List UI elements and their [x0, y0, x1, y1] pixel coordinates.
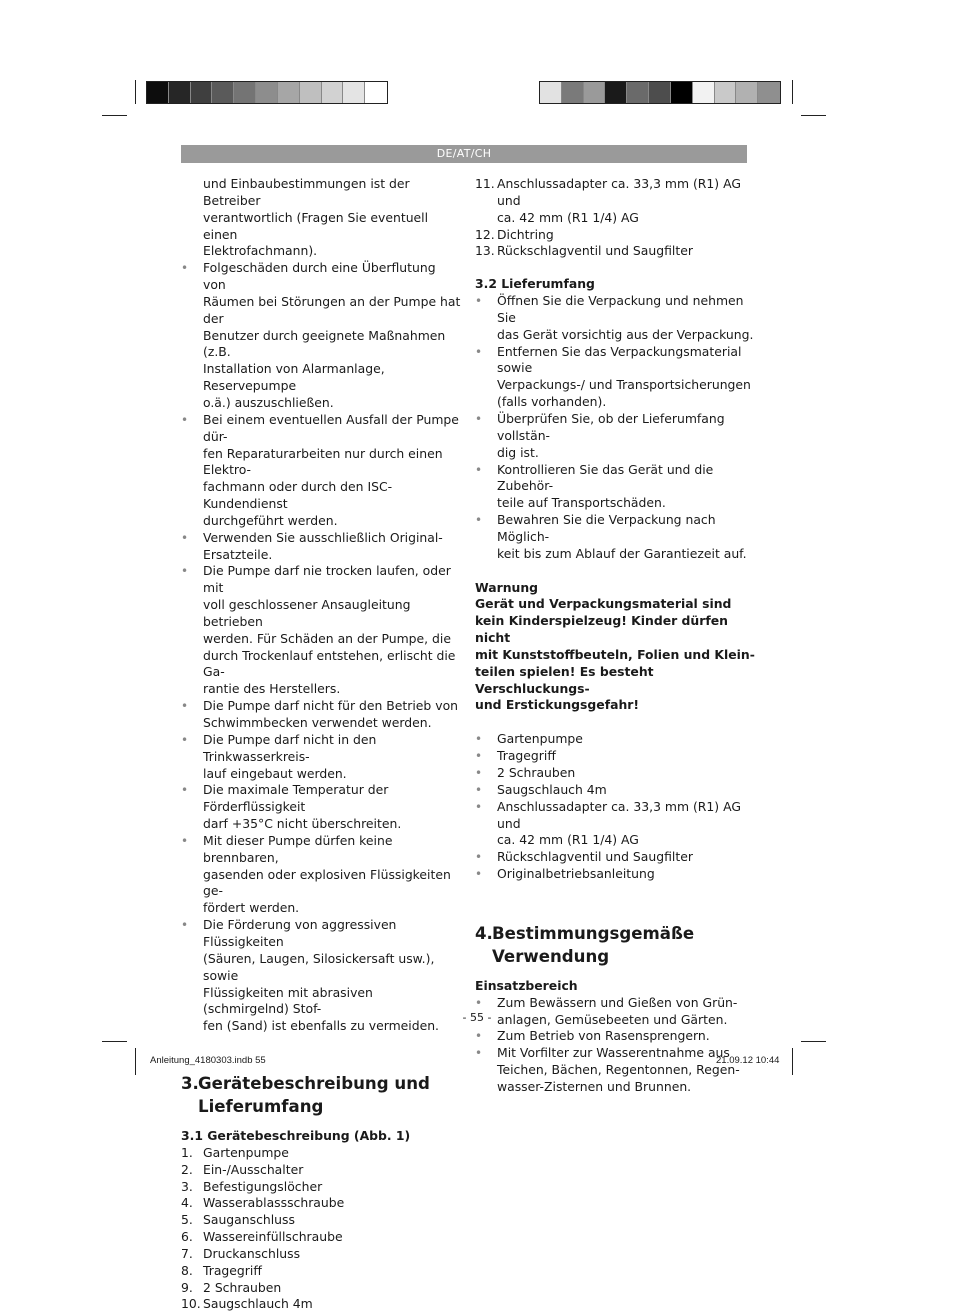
color-swatch [715, 82, 737, 103]
text-line: durchgeführt werden. [203, 512, 338, 528]
text-line: • Mit Vorfilter zur Wasserentnahme aus [497, 1045, 730, 1061]
text-line: Teichen, Bächen, Regentonnen, Regen- [497, 1062, 740, 1078]
text-line: • Originalbetriebsanleitung [497, 866, 655, 882]
list-item [475, 243, 755, 260]
text-line: • Zum Betrieb von Rasensprengern. [497, 1028, 710, 1044]
color-swatch [147, 82, 169, 103]
text-line: Ersatzteile. [203, 546, 273, 562]
item-text [497, 176, 755, 227]
text-line: (falls vorhanden). [497, 394, 607, 410]
color-bar-left [146, 81, 388, 104]
text-line: Benutzer durch geeignete Maßnahmen (z.B. [203, 327, 446, 360]
text-line: dig ist. [497, 444, 539, 460]
item-text: Gartenpumpe [203, 1144, 289, 1160]
text-line: verantwortlich (Fragen Sie eventuell einen [203, 209, 429, 242]
text-line: und Einbaubestimmungen ist der Betreiber [203, 176, 410, 208]
crop-mark [792, 1048, 793, 1075]
bullet-item [181, 412, 461, 530]
text-line: wasser-Zisternen und Brunnen. [497, 1078, 692, 1094]
text-line: • Mit dieser Pumpe dürfen keine brennbaren, [203, 832, 393, 865]
list-item [181, 1246, 461, 1263]
item-number: 13. [475, 243, 495, 259]
item-number: 11. [475, 176, 495, 191]
item-text [497, 227, 554, 244]
color-swatch [300, 82, 322, 103]
text-line: • Folgeschäden durch eine Überflutung von [203, 260, 436, 293]
crop-mark [801, 1041, 826, 1042]
text-line: • Tragegriff [497, 748, 556, 764]
list-item [181, 1280, 461, 1297]
text-line: Gerät und Verpackungsmaterial sind [475, 596, 732, 612]
left-column [181, 176, 461, 1313]
text-line: fördert werden. [203, 900, 300, 916]
text-line: keit bis zum Ablauf der Garantiezeit auf. [497, 545, 747, 561]
item-number: 10. [181, 1296, 201, 1312]
text-line: gasenden oder explosiven Flüssigkeiten ge- [203, 866, 451, 899]
list-item [181, 1179, 461, 1196]
text-line: (Säuren, Laugen, Silosickersaft usw.), sowie [203, 950, 435, 983]
text-line: Rückschlagventil und Saugfilter [497, 243, 693, 259]
item-text: Befestigungslöcher [203, 1178, 323, 1194]
einsatzbereich-heading: Einsatzbereich [475, 977, 578, 993]
list-item [181, 1195, 461, 1212]
bullet-item [181, 833, 461, 917]
bullet-item [475, 849, 755, 866]
text-line: fen Reparaturarbeiten nur durch einen Elektro- [203, 445, 443, 478]
color-swatch [671, 82, 693, 103]
bullet-item [181, 782, 461, 833]
item-text: Wasserablassschraube [203, 1195, 345, 1211]
text-line: • Die Pumpe darf nicht in den Trinkwasserkreis- [203, 731, 377, 764]
list-item [181, 1229, 461, 1246]
color-swatch [562, 82, 584, 103]
bullet-item [475, 512, 755, 563]
footer-date: 21.09.12 10:44 [716, 1055, 780, 1066]
text-line: rantie des Herstellers. [203, 681, 341, 697]
section-3-heading: 3.Gerätebeschreibung und Lieferumfang [181, 1074, 430, 1117]
list-item [475, 227, 755, 244]
item-number: 6. [181, 1229, 193, 1245]
text-line: anlagen, Gemüsebeeten und Gärten. [497, 1011, 728, 1027]
color-swatch [627, 82, 649, 103]
item-number: 5. [181, 1212, 193, 1228]
bullet-item [475, 344, 755, 411]
list-item [181, 1296, 461, 1313]
text-line: Verpackungs-/ und Transportsicherungen [497, 377, 751, 393]
item-number: 2. [181, 1161, 193, 1177]
item-number: 3. [181, 1178, 193, 1194]
text-line: lauf eingebaut werden. [203, 765, 347, 781]
item-text: Ein-/Ausschalter [203, 1161, 304, 1177]
bullet-item [181, 732, 461, 783]
item-number: 7. [181, 1245, 193, 1261]
bullet-item [181, 530, 461, 564]
text-line: • Öffnen Sie die Verpackung und nehmen Sie [497, 293, 744, 325]
text-line: Räumen bei Störungen an der Pumpe hat der [203, 293, 461, 326]
warning-text [475, 596, 755, 714]
crop-mark [102, 115, 127, 116]
text-line: mit Kunststoffbeuteln, Folien und Klein- [475, 646, 755, 662]
item-number: 9. [181, 1279, 193, 1295]
bullet-item [475, 765, 755, 782]
color-swatch [365, 82, 387, 103]
bullet-item [475, 462, 755, 513]
text-line: • Kontrollieren Sie das Gerät und die Zubehör- [497, 461, 714, 494]
footer-file-name: Anleitung_4180303.indb 55 [150, 1055, 266, 1066]
bullet-item [475, 866, 755, 883]
text-line: kein Kinderspielzeug! Kinder dürfen nicht [475, 613, 728, 646]
text-line: • Rückschlagventil und Saugfilter [497, 849, 693, 865]
list-item [181, 1145, 461, 1162]
text-line: werden. Für Schäden an der Pumpe, die [203, 630, 451, 646]
subsection-3-2-heading: 3.2 Lieferumfang [475, 276, 595, 292]
text-line: • Entfernen Sie das Verpackungsmaterial sowie [497, 343, 742, 376]
bullet-item [475, 1028, 755, 1045]
crop-mark [801, 115, 826, 116]
crop-mark [792, 80, 793, 104]
text-line: fachmann oder durch den ISC-Kundendienst [203, 479, 393, 512]
text-line: • Die Förderung von aggressiven Flüssigkeiten [203, 917, 397, 949]
text-line: • Die Pumpe darf nicht für den Betrieb von [203, 698, 459, 714]
text-line: darf +35°C nicht überschreiten. [203, 816, 402, 832]
crop-mark [102, 1041, 127, 1042]
text-line: ca. 42 mm (R1 1/4) AG [497, 209, 639, 225]
bullet-item [475, 731, 755, 748]
item-number: 12. [475, 226, 495, 242]
text-line: • Saugschlauch 4m [497, 781, 607, 797]
right-column [475, 176, 755, 1096]
color-swatch [758, 82, 780, 103]
color-swatch [322, 82, 344, 103]
unpacking-bullet-list [475, 293, 755, 563]
text-line: • Gartenpumpe [497, 731, 583, 747]
bullet-item [181, 563, 461, 698]
text-line: • Zum Bewässern und Gießen von Grün- [497, 994, 738, 1010]
color-swatch [234, 82, 256, 103]
item-text: Druckanschluss [203, 1245, 301, 1261]
item-text: 2 Schrauben [203, 1279, 282, 1295]
text-line: teile auf Transportschäden. [497, 495, 666, 511]
color-swatch [649, 82, 671, 103]
text-line: und Erstickungsgefahr! [475, 697, 640, 713]
bullet-item [181, 698, 461, 732]
scope-of-delivery-list [475, 731, 755, 883]
text-line: • Überprüfen Sie, ob der Lieferumfang vollstän- [497, 410, 725, 443]
item-number: 8. [181, 1262, 193, 1278]
parts-list-continued [475, 176, 755, 260]
text-line: Anschlussadapter ca. 33,3 mm (R1) AG und [497, 176, 741, 208]
bullet-item [475, 799, 755, 850]
color-swatch [278, 82, 300, 103]
text-line: • Verwenden Sie ausschließlich Original- [203, 529, 443, 545]
section-4-heading: 4.Bestimmungsgemäße Verwendung [475, 923, 695, 966]
item-text: Wassereinfüllschraube [203, 1229, 343, 1245]
text-line: Elektrofachmann). [203, 243, 318, 259]
color-swatch [605, 82, 627, 103]
text-line: • Anschlussadapter ca. 33,3 mm (R1) AG und [497, 798, 741, 831]
subsection-3-1-heading: 3.1 Gerätebeschreibung (Abb. 1) [181, 1128, 411, 1144]
crop-mark [135, 80, 136, 104]
color-swatch [693, 82, 715, 103]
color-swatch [212, 82, 234, 103]
text-line: Installation von Alarmanlage, Reservepumpe [203, 361, 385, 394]
crop-mark [135, 1048, 136, 1075]
list-item [181, 1263, 461, 1280]
text-line: Dichtring [497, 226, 554, 242]
color-swatch [584, 82, 606, 103]
text-line: • Die Pumpe darf nie trocken laufen, oder mit [203, 563, 451, 596]
text-line: teilen spielen! Es besteht Verschluckungs- [475, 663, 654, 696]
warning-title: Warnung [475, 579, 539, 595]
color-swatch [540, 82, 562, 103]
item-text: Sauganschluss [203, 1212, 295, 1228]
region-header-strip: DE/AT/CH [181, 145, 747, 163]
item-number: 1. [181, 1144, 193, 1160]
item-text [497, 243, 693, 260]
text-line: das Gerät vorsichtig aus der Verpackung. [497, 326, 754, 342]
parts-list [181, 1145, 461, 1313]
text-line: • Bei einem eventuellen Ausfall der Pumpe dür- [203, 411, 459, 444]
bullet-item [475, 748, 755, 765]
item-number: 4. [181, 1195, 193, 1211]
text-line: fen (Sand) ist ebenfalls zu vermeiden. [203, 1018, 439, 1034]
text-line: durch Trockenlauf entstehen, erlischt die Ga- [203, 647, 456, 680]
bullet-item [475, 1045, 755, 1096]
text-line: • Die maximale Temperatur der Förderflüssigkeit [203, 782, 389, 815]
continued-paragraph [181, 176, 461, 260]
safety-bullet-list [181, 260, 461, 1035]
text-line: o.ä.) auszuschließen. [203, 394, 334, 410]
bullet-item [475, 293, 755, 344]
color-swatch [736, 82, 758, 103]
bullet-item [181, 260, 461, 412]
color-bar-right [539, 81, 781, 104]
text-line: Flüssigkeiten mit abrasiven (schmirgelnd) Stof- [203, 984, 373, 1017]
color-swatch [169, 82, 191, 103]
list-item [475, 176, 755, 227]
list-item [181, 1162, 461, 1179]
item-text: Saugschlauch 4m [203, 1296, 313, 1312]
list-item [181, 1212, 461, 1229]
item-text: Tragegriff [203, 1262, 262, 1278]
text-line: • 2 Schrauben [497, 765, 576, 780]
color-swatch [191, 82, 213, 103]
text-line: Schwimmbecken verwendet werden. [203, 715, 432, 730]
text-line: voll geschlossener Ansaugleitung betrieben [203, 597, 411, 629]
bullet-item [475, 411, 755, 462]
color-swatch [256, 82, 278, 103]
page-number: - 55 - [462, 1011, 492, 1024]
intended-use-list [475, 995, 755, 1096]
color-swatch [343, 82, 365, 103]
text-line: • Bewahren Sie die Verpackung nach Möglich- [497, 512, 716, 544]
text-line: ca. 42 mm (R1 1/4) AG [497, 832, 639, 848]
bullet-item [475, 782, 755, 799]
